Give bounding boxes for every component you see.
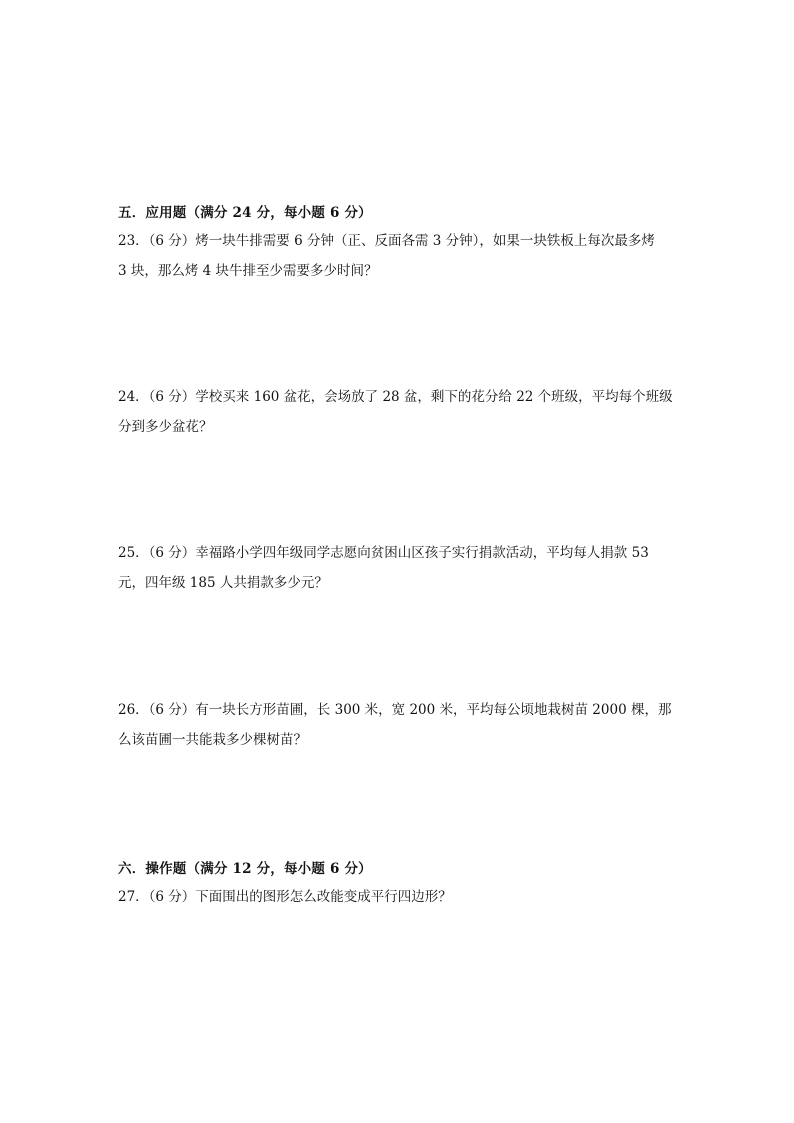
question-27 bbox=[118, 882, 678, 912]
question-23-line-1: 23．（6 分）烤一块牛排需要 6 分钟（正、反面各需 3 分钟），如果一块铁板上每次最多烤 bbox=[118, 233, 655, 249]
question-25-line-1: 25．（6 分）幸福路小学四年级同学志愿向贫困山区孩子实行捐款活动，平均每人捐款 53 bbox=[118, 545, 649, 561]
question-24 bbox=[118, 382, 678, 442]
question-24-line-2: 分到多少盆花？ bbox=[118, 419, 213, 435]
question-27-line-1: 27．（6 分）下面围出的图形怎么改能变成平行四边形？ bbox=[118, 889, 452, 905]
question-25-line-2: 元，四年级 185 人共捐款多少元？ bbox=[118, 575, 328, 591]
question-23-line-2: 3 块，那么烤 4 块牛排至少需要多少时间？ bbox=[118, 263, 378, 279]
question-24-line-1: 24．（6 分）学校买来 160 盆花，会场放了 28 盆，剩下的花分给 22 个班级，平均每个班级 bbox=[118, 389, 673, 405]
question-26-line-1: 26．（6 分）有一块长方形苗圃，长 300 米，宽 200 米，平均每公顷地栽树苗 2000 棵，那 bbox=[118, 702, 672, 718]
question-26-line-2: 么该苗圃一共能栽多少棵树苗？ bbox=[118, 732, 307, 748]
section-heading-operation-problems: 六．操作题（满分 12 分，每小题 6 分） bbox=[118, 861, 372, 877]
question-26 bbox=[118, 695, 678, 755]
section-heading-applied-problems: 五．应用题（满分 24 分，每小题 6 分） bbox=[118, 205, 372, 221]
question-25 bbox=[118, 538, 678, 598]
question-23 bbox=[118, 226, 678, 286]
